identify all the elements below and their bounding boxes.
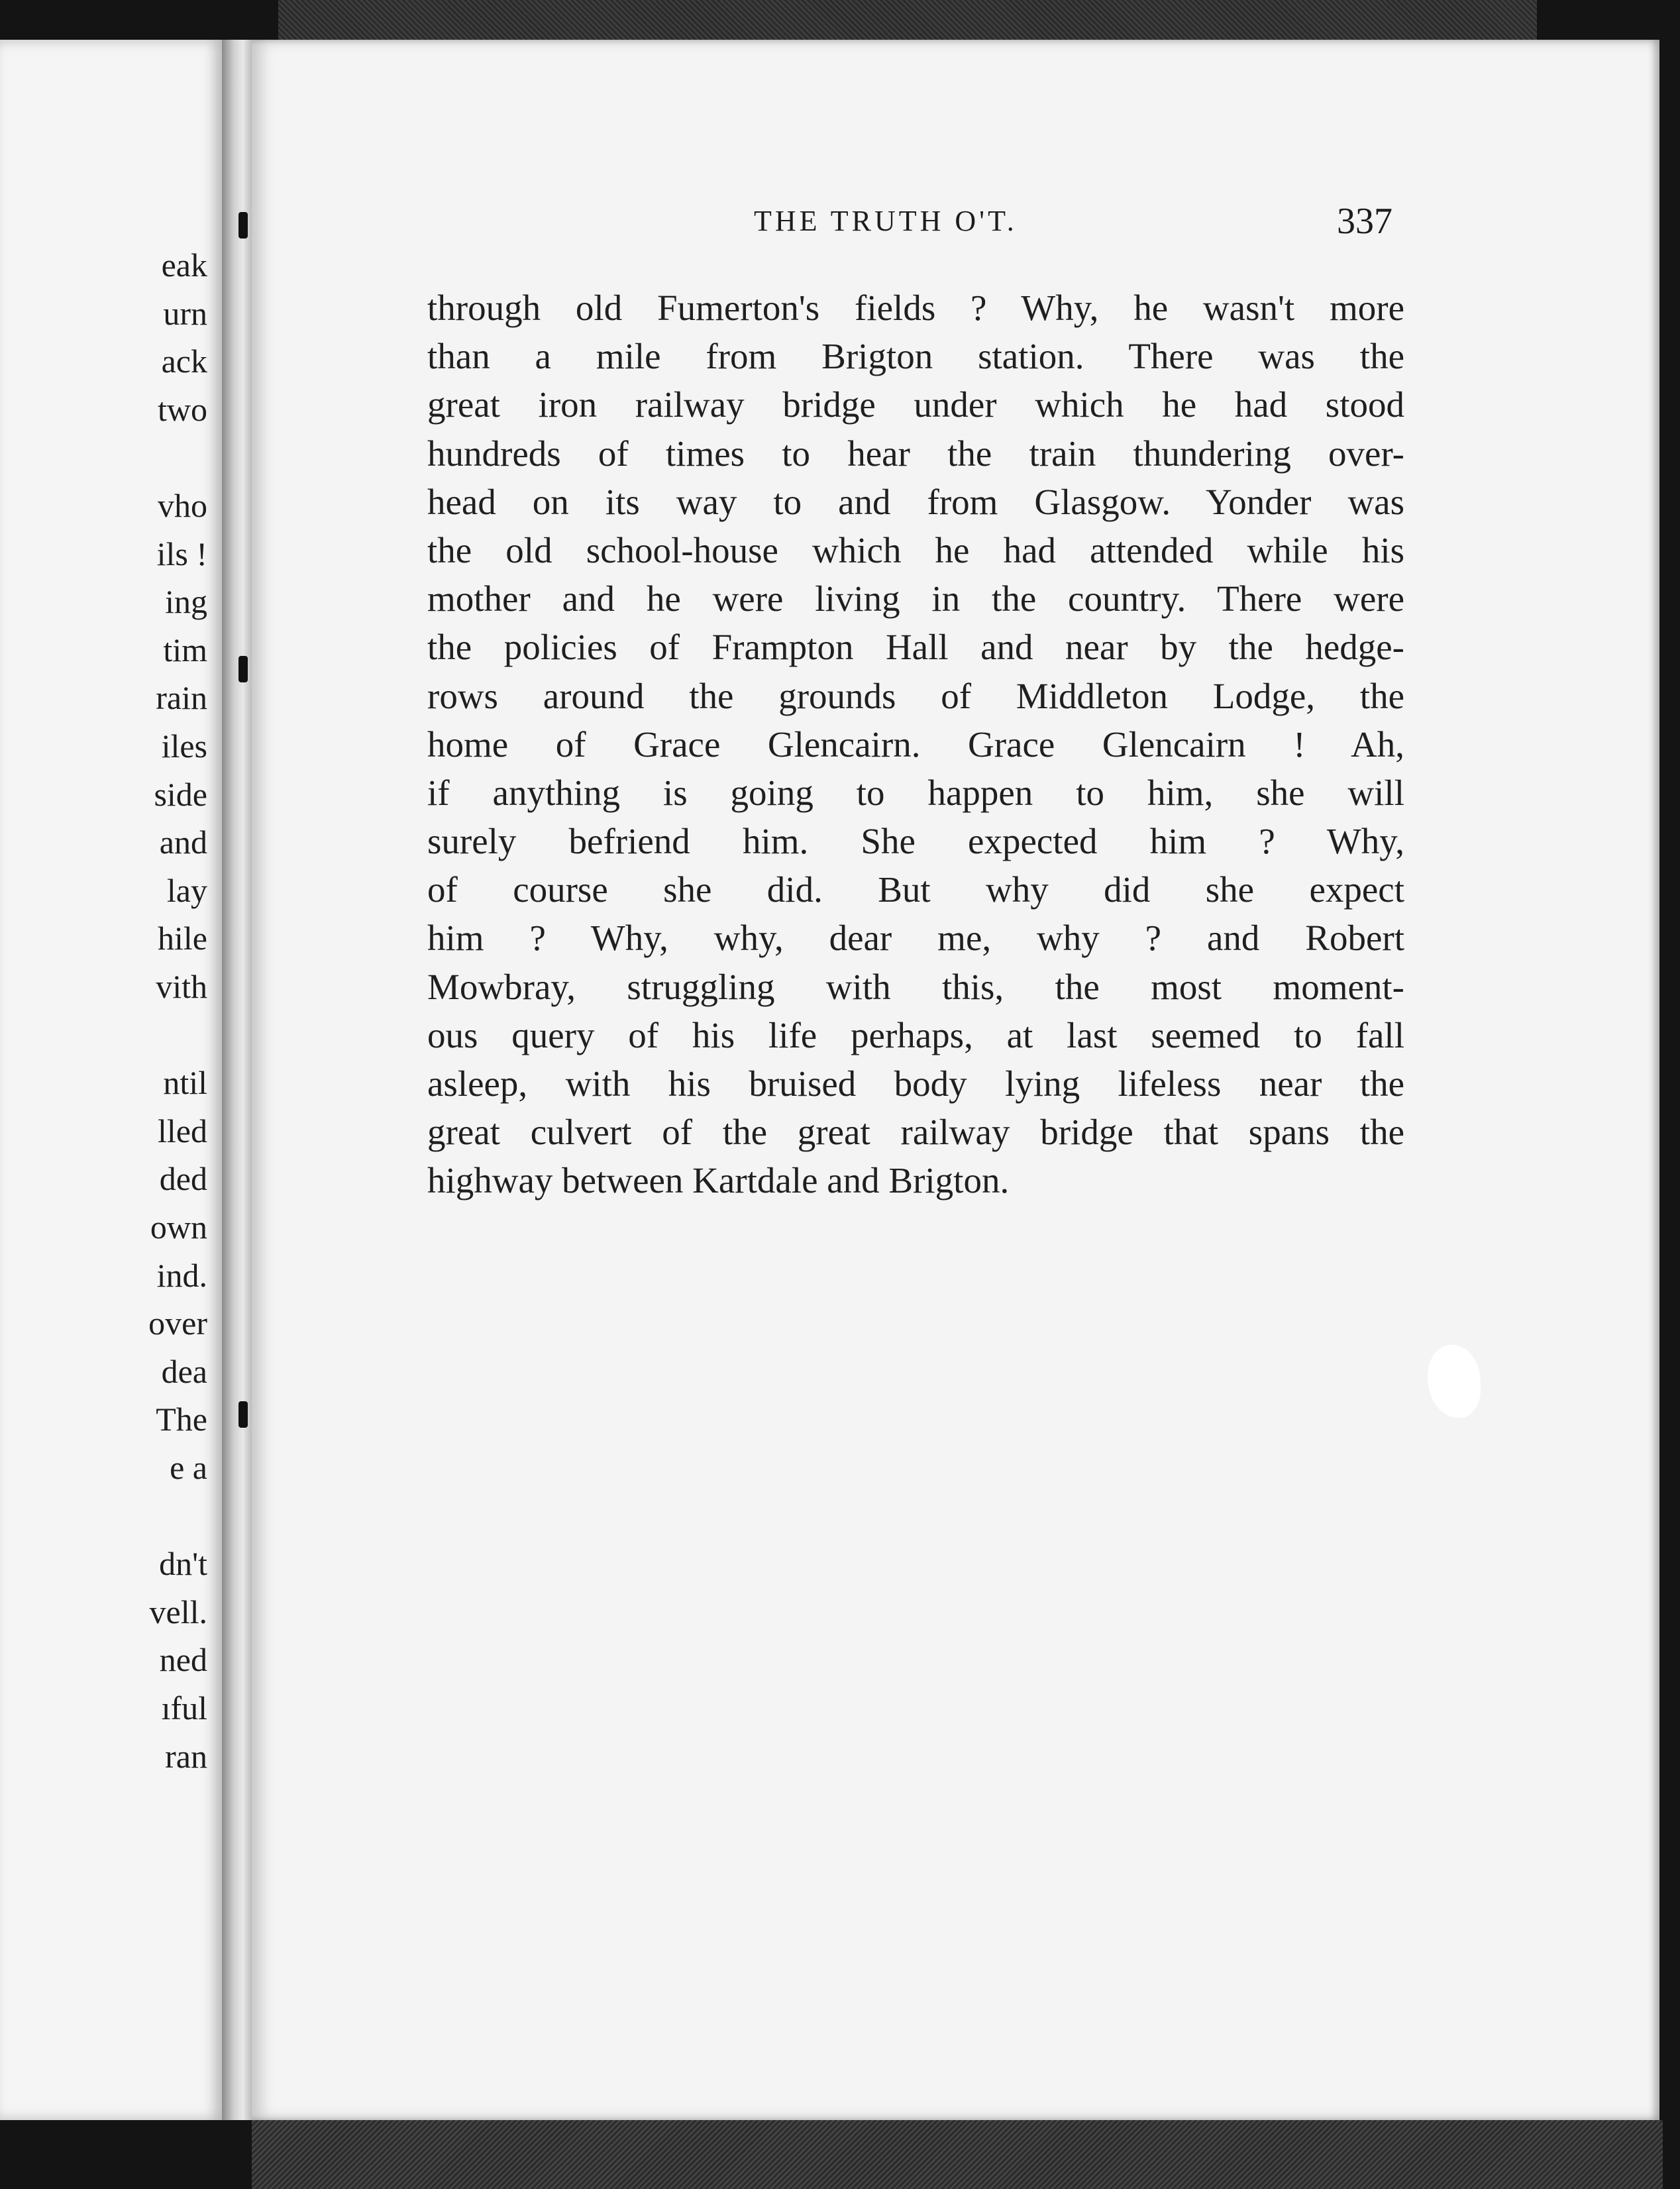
text-line: mother and he were living in the country. There were xyxy=(427,578,1404,619)
text-line: great iron railway bridge under which he had stood xyxy=(427,384,1404,425)
binding-stitch xyxy=(238,1401,248,1428)
facing-page-fragment: vho xyxy=(158,487,207,524)
text-line: highway between Kartdale and Brigton. xyxy=(427,1160,1010,1201)
body-text xyxy=(427,284,1404,1205)
facing-page-fragment: e a xyxy=(170,1449,207,1486)
text-line: the policies of Frampton Hall and near by the hedge- xyxy=(427,627,1404,668)
binding-stitch xyxy=(238,656,248,682)
facing-page-fragment: dea xyxy=(161,1352,207,1390)
facing-page-fragment: dn't xyxy=(159,1545,207,1583)
facing-page-fragment: two xyxy=(158,390,207,428)
text-line: if anything is going to happen to him, she will xyxy=(427,772,1404,813)
facing-page-fragment: ing xyxy=(165,583,207,621)
text-line: through old Fumerton's fields ? Why, he wasn't more xyxy=(427,288,1404,328)
text-line: than a mile from Brigton station. There was the xyxy=(427,336,1404,377)
facing-page xyxy=(0,40,222,2120)
text-line: rows around the grounds of Middleton Lodge, the xyxy=(427,675,1404,716)
text-line: surely befriend him. She expected him ? Why, xyxy=(427,821,1404,862)
text-line: hundreds of times to hear the train thundering over- xyxy=(427,433,1404,474)
binding-stitch xyxy=(238,212,248,239)
facing-page-fragment: ran xyxy=(165,1737,207,1775)
facing-page-fragment: vell. xyxy=(149,1593,207,1630)
text-line: Mowbray, struggling with this, the most moment- xyxy=(427,966,1404,1007)
text-line: him ? Why, why, dear me, why ? and Robert xyxy=(427,918,1404,959)
text-line: asleep, with his bruised body lying lifeless near the xyxy=(427,1063,1404,1104)
facing-page-fragment: hile xyxy=(158,920,207,957)
facing-page-fragment: eak xyxy=(161,246,207,284)
facing-page-fragment: ded xyxy=(159,1160,207,1198)
facing-page-fragment: iles xyxy=(161,727,207,765)
facing-page-fragment: over xyxy=(148,1305,207,1342)
text-line: home of Grace Glencairn. Grace Glencairn ! Ah, xyxy=(427,723,1404,765)
paper-blemish xyxy=(1428,1345,1481,1418)
facing-page-fragment: own xyxy=(150,1208,207,1246)
facing-page-fragment: and xyxy=(159,824,207,861)
facing-page-fragment: ntil xyxy=(163,1064,207,1102)
text-line: the old school-house which he had attended while his xyxy=(427,529,1404,570)
facing-page-fragment: side xyxy=(154,775,207,813)
text-line: ous query of his life perhaps, at last seemed to fall xyxy=(427,1014,1404,1055)
facing-page-fragment: ack xyxy=(161,343,207,380)
book-cover-top xyxy=(278,0,1537,40)
facing-page-fragment: rain xyxy=(156,679,207,717)
facing-page-fragment: urn xyxy=(163,294,207,332)
facing-page-fragment: ıful xyxy=(161,1689,207,1727)
facing-page-fragment: lay xyxy=(166,871,207,909)
text-line: head on its way to and from Glasgow. Yonder was xyxy=(427,481,1404,522)
book-gutter xyxy=(222,40,252,2120)
facing-page-fragment: tim xyxy=(163,631,207,668)
text-line: great culvert of the great railway bridge that spans the xyxy=(427,1112,1404,1153)
facing-page-fragment: vith xyxy=(156,968,207,1005)
facing-page-fragment: ils ! xyxy=(156,535,207,572)
facing-page-fragment: lled xyxy=(158,1112,207,1149)
facing-page-fragment: ned xyxy=(159,1641,207,1679)
facing-page-fragment: ind. xyxy=(156,1256,207,1294)
running-head: THE TRUTH O'T. xyxy=(754,205,1018,237)
page-number: 337 xyxy=(1337,201,1392,242)
text-line: of course she did. But why did she expect xyxy=(427,869,1404,910)
facing-page-fragment: The xyxy=(156,1401,207,1438)
book-cover-bottom xyxy=(252,2120,1663,2189)
